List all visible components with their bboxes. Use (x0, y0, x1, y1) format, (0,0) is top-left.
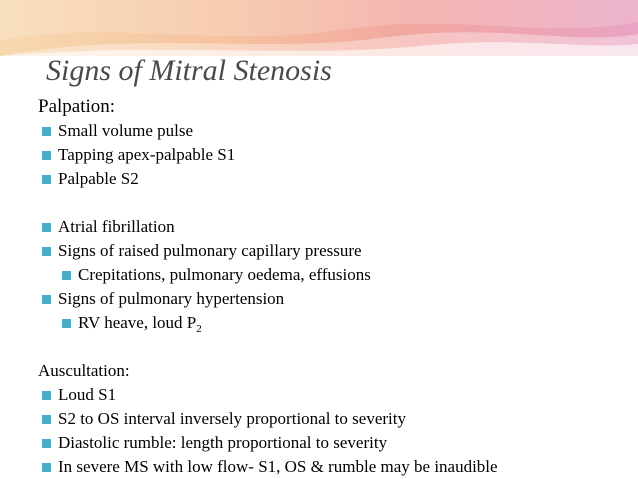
list-item-text: Atrial fibrillation (58, 217, 175, 236)
list-item (38, 143, 630, 167)
bullet-icon (39, 455, 53, 479)
list-item (38, 455, 630, 479)
bullet-icon (39, 167, 53, 191)
list-item-text: Signs of pulmonary hypertension (58, 289, 285, 308)
spacer (38, 191, 630, 215)
list-item (38, 119, 630, 143)
palpation-list (38, 119, 630, 191)
bullet-icon (39, 383, 53, 407)
spacer (38, 335, 630, 359)
list-item (38, 407, 630, 431)
bullet-icon (39, 239, 53, 263)
sub-list-item (58, 263, 630, 287)
palpation-heading: Palpation: (38, 96, 116, 117)
auscultation-heading: Auscultation: (38, 361, 130, 380)
bullet-icon (39, 431, 53, 455)
list-item (38, 239, 630, 263)
list-item (38, 383, 630, 407)
list-item-text: Signs of raised pulmonary capillary pressure (58, 241, 362, 260)
list-item (38, 215, 630, 239)
decorative-banner (0, 0, 638, 56)
signs-list (38, 215, 630, 335)
bullet-icon (39, 215, 53, 239)
list-item-text: Palpable S2 (58, 169, 139, 188)
bullet-icon (39, 287, 53, 311)
slide-content (38, 95, 630, 479)
list-item (38, 287, 630, 311)
bullet-icon (59, 263, 73, 287)
list-item-text: RV heave, loud P (78, 313, 197, 332)
list-item-text: Loud S1 (58, 385, 117, 404)
subscript: 2 (196, 323, 202, 335)
list-item-text: Small volume pulse (58, 121, 194, 140)
list-item-text: Tapping apex-palpable S1 (58, 145, 236, 164)
list-item-text: S2 to OS interval inversely proportional to severity (58, 409, 406, 428)
list-item-text: Diastolic rumble: length proportional to severity (58, 433, 388, 452)
list-item-text: Crepitations, pulmonary oedema, effusions (78, 265, 371, 284)
auscultation-list (38, 383, 630, 479)
bullet-icon (39, 407, 53, 431)
bullet-icon (39, 119, 53, 143)
list-item (38, 167, 630, 191)
bullet-icon (39, 143, 53, 167)
list-item (38, 431, 630, 455)
bullet-icon (59, 311, 73, 335)
slide-title: Signs of Mitral Stenosis (46, 54, 332, 87)
wave-decoration (0, 0, 638, 56)
list-item-text: In severe MS with low flow- S1, OS & rumble may be inaudible (58, 457, 498, 476)
sub-list-item (58, 311, 630, 335)
